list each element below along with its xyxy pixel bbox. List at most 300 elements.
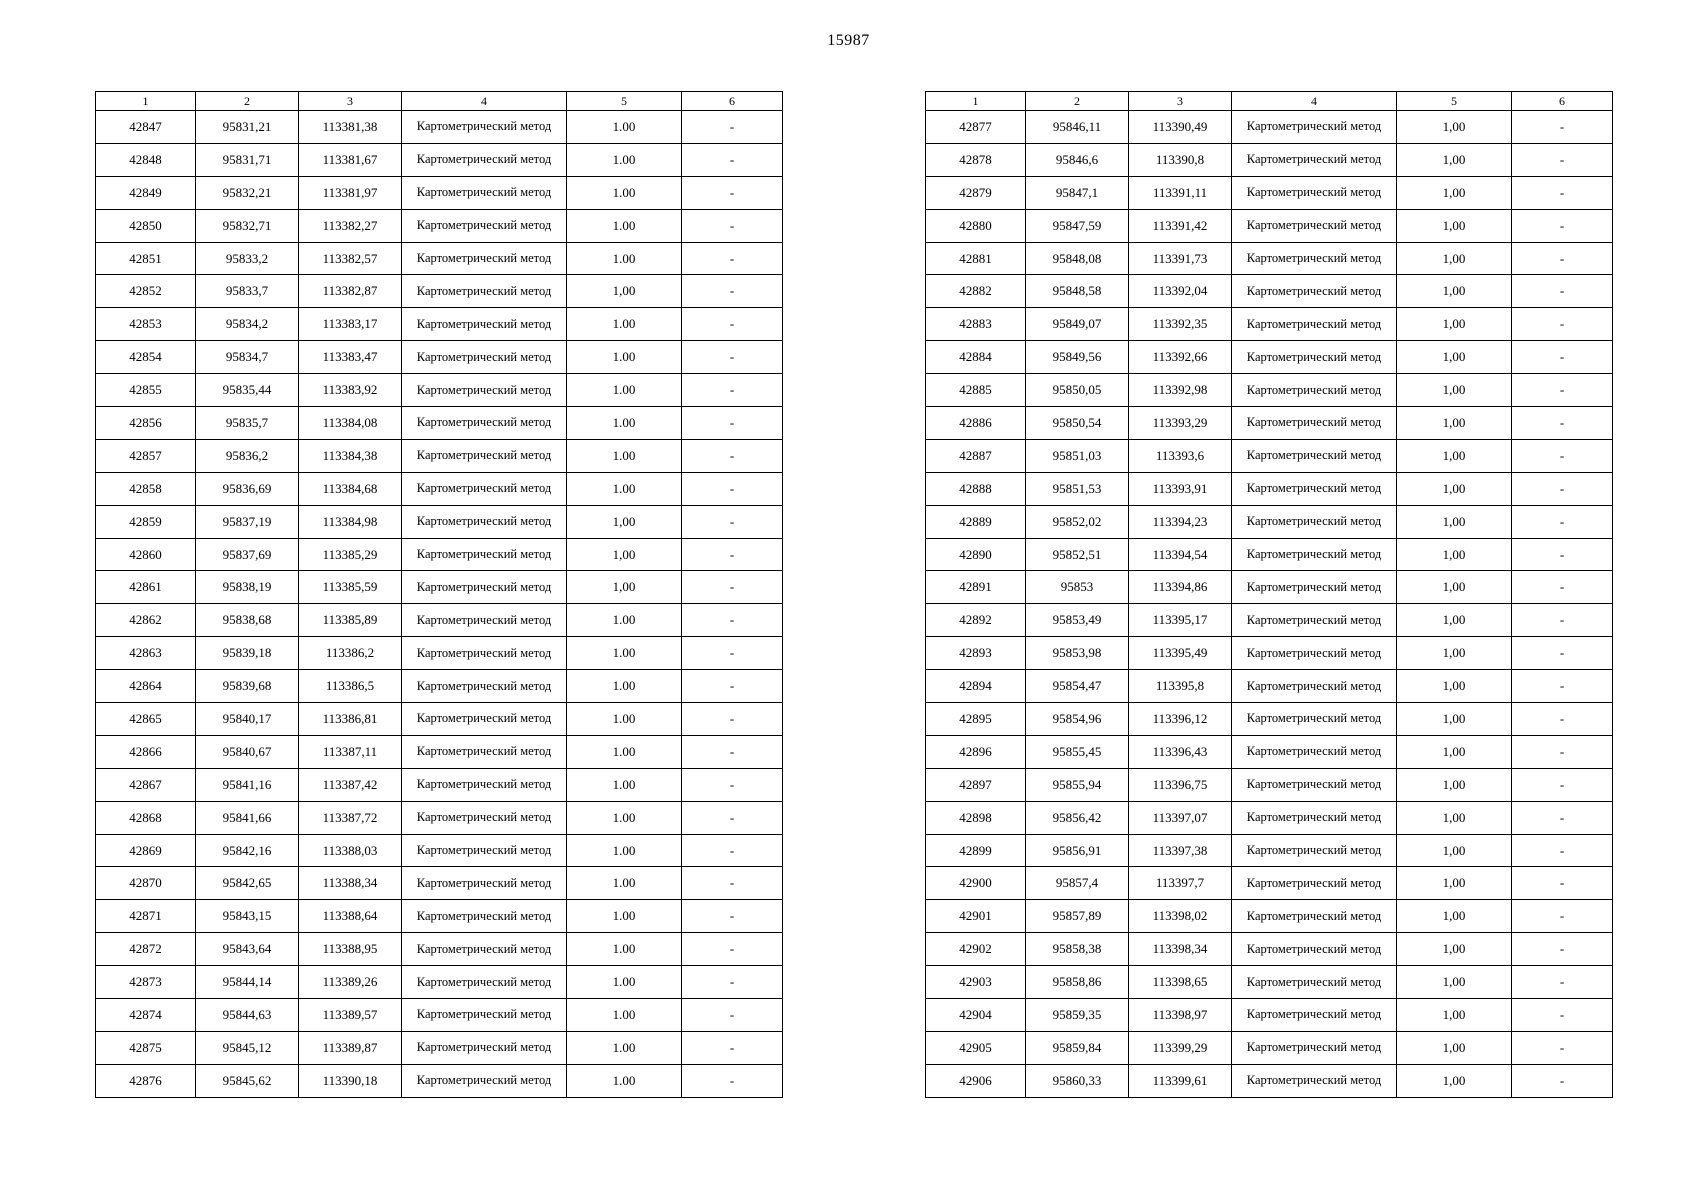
point-number-cell: 42855 xyxy=(96,374,196,407)
accuracy-cell: 1,00 xyxy=(1397,768,1512,801)
header-row xyxy=(926,92,1613,111)
x-coordinate-cell: 95846,11 xyxy=(1026,111,1129,144)
note-cell: - xyxy=(682,900,783,933)
note-cell: - xyxy=(1512,670,1613,703)
table-row xyxy=(96,341,783,374)
method-cell: Картометрический метод xyxy=(1232,768,1397,801)
table-body xyxy=(926,111,1613,1098)
table-row xyxy=(96,505,783,538)
note-cell: - xyxy=(682,933,783,966)
x-coordinate-cell: 95851,03 xyxy=(1026,439,1129,472)
y-coordinate-cell: 113397,07 xyxy=(1129,801,1232,834)
y-coordinate-cell: 113394,54 xyxy=(1129,538,1232,571)
point-number-cell: 42891 xyxy=(926,571,1026,604)
note-cell: - xyxy=(1512,538,1613,571)
y-coordinate-cell: 113385,59 xyxy=(299,571,402,604)
y-coordinate-cell: 113383,92 xyxy=(299,374,402,407)
method-cell: Картометрический метод xyxy=(1232,571,1397,604)
table-row xyxy=(926,1064,1613,1097)
accuracy-cell: 1,00 xyxy=(1397,472,1512,505)
method-cell: Картометрический метод xyxy=(402,999,567,1032)
table-row xyxy=(96,176,783,209)
y-coordinate-cell: 113391,11 xyxy=(1129,176,1232,209)
accuracy-cell: 1.00 xyxy=(567,900,682,933)
point-number-cell: 42885 xyxy=(926,374,1026,407)
x-coordinate-cell: 95848,58 xyxy=(1026,275,1129,308)
note-cell: - xyxy=(682,374,783,407)
x-coordinate-cell: 95850,05 xyxy=(1026,374,1129,407)
method-cell: Картометрический метод xyxy=(402,242,567,275)
method-cell: Картометрический метод xyxy=(1232,933,1397,966)
y-coordinate-cell: 113390,18 xyxy=(299,1064,402,1097)
point-number-cell: 42856 xyxy=(96,407,196,440)
method-cell: Картометрический метод xyxy=(402,670,567,703)
y-coordinate-cell: 113384,38 xyxy=(299,439,402,472)
method-cell: Картометрический метод xyxy=(402,1064,567,1097)
y-coordinate-cell: 113396,12 xyxy=(1129,703,1232,736)
point-number-cell: 42889 xyxy=(926,505,1026,538)
accuracy-cell: 1.00 xyxy=(567,735,682,768)
note-cell: - xyxy=(682,604,783,637)
accuracy-cell: 1,00 xyxy=(1397,735,1512,768)
column-header-2: 2 xyxy=(1026,92,1129,111)
accuracy-cell: 1,00 xyxy=(1397,801,1512,834)
note-cell: - xyxy=(1512,341,1613,374)
method-cell: Картометрический метод xyxy=(402,143,567,176)
note-cell: - xyxy=(1512,966,1613,999)
accuracy-cell: 1,00 xyxy=(1397,966,1512,999)
y-coordinate-cell: 113393,6 xyxy=(1129,439,1232,472)
y-coordinate-cell: 113394,86 xyxy=(1129,571,1232,604)
note-cell: - xyxy=(1512,933,1613,966)
coordinates-table-right xyxy=(925,91,1613,1098)
method-cell: Картометрический метод xyxy=(1232,538,1397,571)
x-coordinate-cell: 95844,14 xyxy=(196,966,299,999)
accuracy-cell: 1.00 xyxy=(567,407,682,440)
y-coordinate-cell: 113392,04 xyxy=(1129,275,1232,308)
y-coordinate-cell: 113393,29 xyxy=(1129,407,1232,440)
x-coordinate-cell: 95858,38 xyxy=(1026,933,1129,966)
method-cell: Картометрический метод xyxy=(1232,209,1397,242)
y-coordinate-cell: 113381,67 xyxy=(299,143,402,176)
table-row xyxy=(926,439,1613,472)
point-number-cell: 42893 xyxy=(926,637,1026,670)
table-row xyxy=(926,308,1613,341)
y-coordinate-cell: 113382,27 xyxy=(299,209,402,242)
table-row xyxy=(96,933,783,966)
note-cell: - xyxy=(1512,637,1613,670)
table-row xyxy=(96,1031,783,1064)
method-cell: Картометрический метод xyxy=(402,275,567,308)
method-cell: Картометрический метод xyxy=(1232,604,1397,637)
accuracy-cell: 1.00 xyxy=(567,242,682,275)
x-coordinate-cell: 95854,47 xyxy=(1026,670,1129,703)
method-cell: Картометрический метод xyxy=(402,538,567,571)
accuracy-cell: 1,00 xyxy=(1397,111,1512,144)
note-cell: - xyxy=(682,538,783,571)
column-header-2: 2 xyxy=(196,92,299,111)
point-number-cell: 42897 xyxy=(926,768,1026,801)
accuracy-cell: 1,00 xyxy=(1397,867,1512,900)
note-cell: - xyxy=(1512,900,1613,933)
method-cell: Картометрический метод xyxy=(1232,505,1397,538)
accuracy-cell: 1.00 xyxy=(567,933,682,966)
table-row xyxy=(96,867,783,900)
method-cell: Картометрический метод xyxy=(402,867,567,900)
y-coordinate-cell: 113395,17 xyxy=(1129,604,1232,637)
y-coordinate-cell: 113384,68 xyxy=(299,472,402,505)
accuracy-cell: 1.00 xyxy=(567,1064,682,1097)
method-cell: Картометрический метод xyxy=(1232,1064,1397,1097)
accuracy-cell: 1,00 xyxy=(1397,670,1512,703)
point-number-cell: 42852 xyxy=(96,275,196,308)
method-cell: Картометрический метод xyxy=(1232,834,1397,867)
table-row xyxy=(96,209,783,242)
note-cell: - xyxy=(682,1031,783,1064)
note-cell: - xyxy=(682,735,783,768)
note-cell: - xyxy=(1512,801,1613,834)
x-coordinate-cell: 95856,42 xyxy=(1026,801,1129,834)
y-coordinate-cell: 113381,97 xyxy=(299,176,402,209)
accuracy-cell: 1,00 xyxy=(1397,933,1512,966)
table-row xyxy=(926,670,1613,703)
x-coordinate-cell: 95835,44 xyxy=(196,374,299,407)
x-coordinate-cell: 95839,18 xyxy=(196,637,299,670)
accuracy-cell: 1,00 xyxy=(1397,604,1512,637)
point-number-cell: 42872 xyxy=(96,933,196,966)
accuracy-cell: 1,00 xyxy=(1397,407,1512,440)
accuracy-cell: 1,00 xyxy=(1397,176,1512,209)
point-number-cell: 42858 xyxy=(96,472,196,505)
method-cell: Картометрический метод xyxy=(1232,472,1397,505)
point-number-cell: 42848 xyxy=(96,143,196,176)
x-coordinate-cell: 95841,66 xyxy=(196,801,299,834)
x-coordinate-cell: 95854,96 xyxy=(1026,703,1129,736)
method-cell: Картометрический метод xyxy=(402,374,567,407)
method-cell: Картометрический метод xyxy=(402,176,567,209)
x-coordinate-cell: 95853,49 xyxy=(1026,604,1129,637)
y-coordinate-cell: 113398,34 xyxy=(1129,933,1232,966)
accuracy-cell: 1,00 xyxy=(1397,538,1512,571)
accuracy-cell: 1.00 xyxy=(567,966,682,999)
method-cell: Картометрический метод xyxy=(1232,341,1397,374)
note-cell: - xyxy=(682,176,783,209)
x-coordinate-cell: 95853 xyxy=(1026,571,1129,604)
y-coordinate-cell: 113398,97 xyxy=(1129,999,1232,1032)
table-row xyxy=(96,735,783,768)
x-coordinate-cell: 95842,16 xyxy=(196,834,299,867)
accuracy-cell: 1.00 xyxy=(567,111,682,144)
table-row xyxy=(96,966,783,999)
x-coordinate-cell: 95833,7 xyxy=(196,275,299,308)
y-coordinate-cell: 113385,29 xyxy=(299,538,402,571)
method-cell: Картометрический метод xyxy=(402,933,567,966)
x-coordinate-cell: 95840,67 xyxy=(196,735,299,768)
accuracy-cell: 1.00 xyxy=(567,439,682,472)
x-coordinate-cell: 95858,86 xyxy=(1026,966,1129,999)
table-row xyxy=(926,505,1613,538)
point-number-cell: 42875 xyxy=(96,1031,196,1064)
accuracy-cell: 1.00 xyxy=(567,209,682,242)
x-coordinate-cell: 95838,19 xyxy=(196,571,299,604)
x-coordinate-cell: 95836,2 xyxy=(196,439,299,472)
table-row xyxy=(926,966,1613,999)
y-coordinate-cell: 113392,98 xyxy=(1129,374,1232,407)
y-coordinate-cell: 113387,72 xyxy=(299,801,402,834)
column-header-4: 4 xyxy=(402,92,567,111)
accuracy-cell: 1.00 xyxy=(567,176,682,209)
point-number-cell: 42853 xyxy=(96,308,196,341)
accuracy-cell: 1.00 xyxy=(567,604,682,637)
table-row xyxy=(96,834,783,867)
note-cell: - xyxy=(682,834,783,867)
table-row xyxy=(926,735,1613,768)
point-number-cell: 42864 xyxy=(96,670,196,703)
accuracy-cell: 1,00 xyxy=(1397,834,1512,867)
table-row xyxy=(96,1064,783,1097)
point-number-cell: 42890 xyxy=(926,538,1026,571)
table-row xyxy=(96,143,783,176)
note-cell: - xyxy=(1512,768,1613,801)
y-coordinate-cell: 113386,5 xyxy=(299,670,402,703)
method-cell: Картометрический метод xyxy=(1232,670,1397,703)
method-cell: Картометрический метод xyxy=(402,637,567,670)
method-cell: Картометрический метод xyxy=(1232,637,1397,670)
note-cell: - xyxy=(682,472,783,505)
table-row xyxy=(96,439,783,472)
accuracy-cell: 1,00 xyxy=(1397,505,1512,538)
method-cell: Картометрический метод xyxy=(402,604,567,637)
x-coordinate-cell: 95836,69 xyxy=(196,472,299,505)
point-number-cell: 42899 xyxy=(926,834,1026,867)
y-coordinate-cell: 113387,11 xyxy=(299,735,402,768)
accuracy-cell: 1.00 xyxy=(567,999,682,1032)
point-number-cell: 42870 xyxy=(96,867,196,900)
x-coordinate-cell: 95852,51 xyxy=(1026,538,1129,571)
table-row xyxy=(926,637,1613,670)
method-cell: Картометрический метод xyxy=(402,768,567,801)
accuracy-cell: 1.00 xyxy=(567,341,682,374)
accuracy-cell: 1,00 xyxy=(1397,143,1512,176)
x-coordinate-cell: 95832,71 xyxy=(196,209,299,242)
x-coordinate-cell: 95849,07 xyxy=(1026,308,1129,341)
note-cell: - xyxy=(1512,1064,1613,1097)
point-number-cell: 42892 xyxy=(926,604,1026,637)
note-cell: - xyxy=(1512,735,1613,768)
point-number-cell: 42905 xyxy=(926,1031,1026,1064)
table-row xyxy=(96,768,783,801)
method-cell: Картометрический метод xyxy=(402,439,567,472)
point-number-cell: 42877 xyxy=(926,111,1026,144)
x-coordinate-cell: 95840,17 xyxy=(196,703,299,736)
x-coordinate-cell: 95834,7 xyxy=(196,341,299,374)
x-coordinate-cell: 95832,21 xyxy=(196,176,299,209)
y-coordinate-cell: 113386,81 xyxy=(299,703,402,736)
method-cell: Картометрический метод xyxy=(1232,242,1397,275)
table-header xyxy=(96,92,783,111)
x-coordinate-cell: 95841,16 xyxy=(196,768,299,801)
table-row xyxy=(926,143,1613,176)
note-cell: - xyxy=(1512,1031,1613,1064)
accuracy-cell: 1,00 xyxy=(1397,439,1512,472)
table-row xyxy=(96,801,783,834)
x-coordinate-cell: 95848,08 xyxy=(1026,242,1129,275)
y-coordinate-cell: 113383,17 xyxy=(299,308,402,341)
note-cell: - xyxy=(1512,999,1613,1032)
accuracy-cell: 1,00 xyxy=(1397,1031,1512,1064)
y-coordinate-cell: 113396,43 xyxy=(1129,735,1232,768)
point-number-cell: 42883 xyxy=(926,308,1026,341)
note-cell: - xyxy=(1512,111,1613,144)
accuracy-cell: 1.00 xyxy=(567,703,682,736)
accuracy-cell: 1.00 xyxy=(567,472,682,505)
x-coordinate-cell: 95838,68 xyxy=(196,604,299,637)
table-row xyxy=(926,472,1613,505)
column-header-4: 4 xyxy=(1232,92,1397,111)
note-cell: - xyxy=(1512,407,1613,440)
accuracy-cell: 1,00 xyxy=(1397,308,1512,341)
x-coordinate-cell: 95845,12 xyxy=(196,1031,299,1064)
point-number-cell: 42888 xyxy=(926,472,1026,505)
accuracy-cell: 1,00 xyxy=(567,505,682,538)
y-coordinate-cell: 113387,42 xyxy=(299,768,402,801)
x-coordinate-cell: 95851,53 xyxy=(1026,472,1129,505)
x-coordinate-cell: 95852,02 xyxy=(1026,505,1129,538)
page-number: 15987 xyxy=(827,32,870,49)
x-coordinate-cell: 95844,63 xyxy=(196,999,299,1032)
table-row xyxy=(926,111,1613,144)
note-cell: - xyxy=(682,407,783,440)
method-cell: Картометрический метод xyxy=(1232,703,1397,736)
table-row xyxy=(926,374,1613,407)
table-row xyxy=(96,538,783,571)
point-number-cell: 42887 xyxy=(926,439,1026,472)
coordinates-table-left xyxy=(95,91,783,1098)
method-cell: Картометрический метод xyxy=(402,801,567,834)
table-row xyxy=(96,637,783,670)
y-coordinate-cell: 113389,57 xyxy=(299,999,402,1032)
y-coordinate-cell: 113391,42 xyxy=(1129,209,1232,242)
x-coordinate-cell: 95849,56 xyxy=(1026,341,1129,374)
table-row xyxy=(96,999,783,1032)
x-coordinate-cell: 95834,2 xyxy=(196,308,299,341)
accuracy-cell: 1.00 xyxy=(567,867,682,900)
note-cell: - xyxy=(1512,242,1613,275)
method-cell: Картометрический метод xyxy=(402,209,567,242)
note-cell: - xyxy=(682,242,783,275)
x-coordinate-cell: 95860,33 xyxy=(1026,1064,1129,1097)
table-row xyxy=(96,472,783,505)
table-row xyxy=(96,670,783,703)
method-cell: Картометрический метод xyxy=(402,472,567,505)
note-cell: - xyxy=(682,308,783,341)
method-cell: Картометрический метод xyxy=(402,966,567,999)
point-number-cell: 42860 xyxy=(96,538,196,571)
x-coordinate-cell: 95833,2 xyxy=(196,242,299,275)
accuracy-cell: 1.00 xyxy=(567,834,682,867)
y-coordinate-cell: 113381,38 xyxy=(299,111,402,144)
point-number-cell: 42896 xyxy=(926,735,1026,768)
method-cell: Картометрический метод xyxy=(1232,308,1397,341)
note-cell: - xyxy=(1512,505,1613,538)
point-number-cell: 42884 xyxy=(926,341,1026,374)
point-number-cell: 42895 xyxy=(926,703,1026,736)
note-cell: - xyxy=(682,1064,783,1097)
table-row xyxy=(96,604,783,637)
y-coordinate-cell: 113395,49 xyxy=(1129,637,1232,670)
column-header-3: 3 xyxy=(299,92,402,111)
point-number-cell: 42894 xyxy=(926,670,1026,703)
x-coordinate-cell: 95843,15 xyxy=(196,900,299,933)
accuracy-cell: 1.00 xyxy=(567,308,682,341)
point-number-cell: 42850 xyxy=(96,209,196,242)
note-cell: - xyxy=(1512,176,1613,209)
x-coordinate-cell: 95859,35 xyxy=(1026,999,1129,1032)
note-cell: - xyxy=(682,801,783,834)
table-row xyxy=(926,768,1613,801)
column-header-6: 6 xyxy=(1512,92,1613,111)
table-row xyxy=(96,275,783,308)
method-cell: Картометрический метод xyxy=(402,834,567,867)
table-row xyxy=(926,834,1613,867)
table-row xyxy=(926,209,1613,242)
table-row xyxy=(926,867,1613,900)
table-row xyxy=(926,933,1613,966)
table-row xyxy=(96,571,783,604)
note-cell: - xyxy=(682,999,783,1032)
y-coordinate-cell: 113394,23 xyxy=(1129,505,1232,538)
x-coordinate-cell: 95831,71 xyxy=(196,143,299,176)
y-coordinate-cell: 113396,75 xyxy=(1129,768,1232,801)
note-cell: - xyxy=(1512,275,1613,308)
point-number-cell: 42879 xyxy=(926,176,1026,209)
point-number-cell: 42849 xyxy=(96,176,196,209)
note-cell: - xyxy=(1512,308,1613,341)
y-coordinate-cell: 113392,35 xyxy=(1129,308,1232,341)
x-coordinate-cell: 95837,19 xyxy=(196,505,299,538)
method-cell: Картометрический метод xyxy=(1232,801,1397,834)
note-cell: - xyxy=(1512,703,1613,736)
note-cell: - xyxy=(682,209,783,242)
note-cell: - xyxy=(682,111,783,144)
accuracy-cell: 1,00 xyxy=(1397,1064,1512,1097)
method-cell: Картометрический метод xyxy=(1232,999,1397,1032)
y-coordinate-cell: 113390,49 xyxy=(1129,111,1232,144)
point-number-cell: 42857 xyxy=(96,439,196,472)
note-cell: - xyxy=(1512,472,1613,505)
point-number-cell: 42902 xyxy=(926,933,1026,966)
x-coordinate-cell: 95850,54 xyxy=(1026,407,1129,440)
method-cell: Картометрический метод xyxy=(1232,439,1397,472)
point-number-cell: 42868 xyxy=(96,801,196,834)
x-coordinate-cell: 95831,21 xyxy=(196,111,299,144)
table-row xyxy=(926,538,1613,571)
table-row xyxy=(926,703,1613,736)
point-number-cell: 42878 xyxy=(926,143,1026,176)
y-coordinate-cell: 113398,65 xyxy=(1129,966,1232,999)
x-coordinate-cell: 95843,64 xyxy=(196,933,299,966)
point-number-cell: 42903 xyxy=(926,966,1026,999)
note-cell: - xyxy=(682,505,783,538)
y-coordinate-cell: 113397,7 xyxy=(1129,867,1232,900)
note-cell: - xyxy=(1512,143,1613,176)
accuracy-cell: 1,00 xyxy=(567,571,682,604)
point-number-cell: 42906 xyxy=(926,1064,1026,1097)
y-coordinate-cell: 113382,87 xyxy=(299,275,402,308)
point-number-cell: 42874 xyxy=(96,999,196,1032)
note-cell: - xyxy=(682,867,783,900)
method-cell: Картометрический метод xyxy=(1232,111,1397,144)
